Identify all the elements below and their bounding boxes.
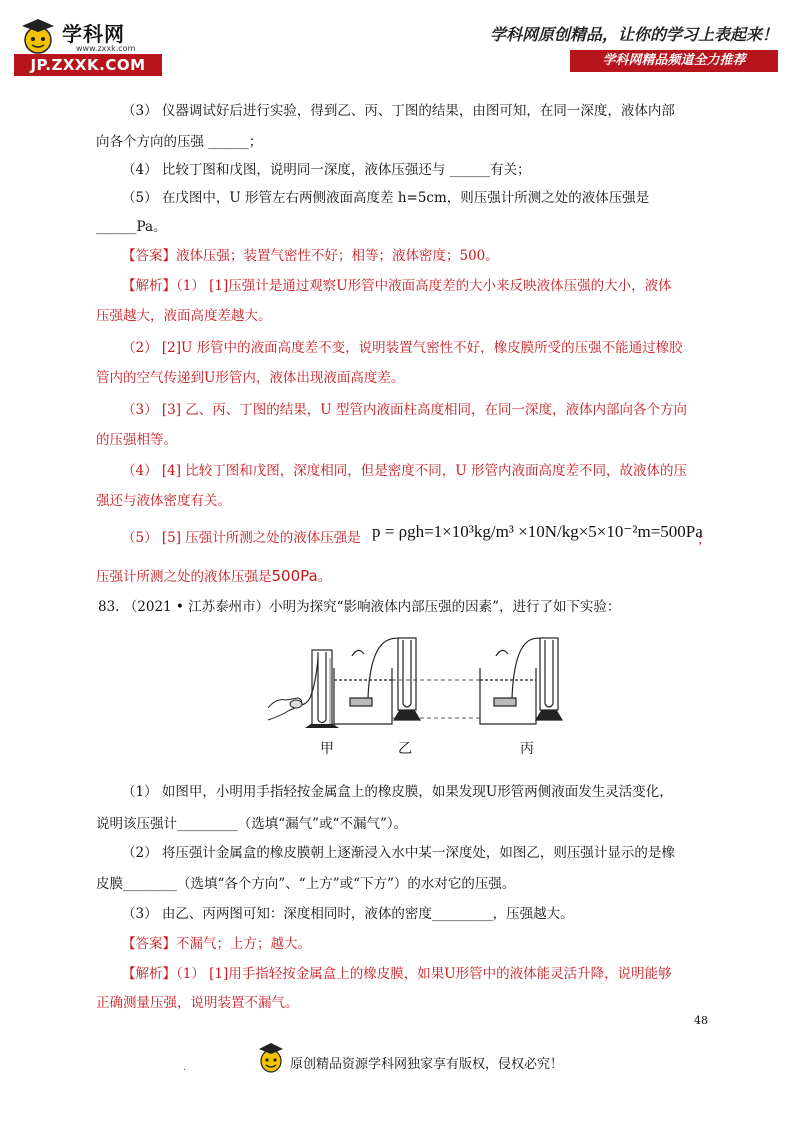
footer-dot: .	[183, 1062, 187, 1073]
formula-end: ；	[697, 532, 711, 548]
q82-analysis-line1: 【解析】（1） [1]压强计是通过观察U形管中液面高度差的大小来反映液体压强的大小，液体	[122, 278, 672, 294]
site-logo	[14, 16, 164, 74]
footer-mascot-icon	[256, 1040, 286, 1076]
q83-analysis-line2: 正确测量压强，说明装置不漏气。	[96, 995, 299, 1011]
q83-analysis-line1: 【解析】（1） [1]用手指轻按金属盒上的橡皮膜，如果U形管中的液体能灵活升降，说明能够	[122, 966, 672, 982]
header-slogan: 学科网原创精品，让你的学习上表起来！	[489, 25, 778, 44]
footer-copyright: 原创精品资源学科网独家享有版权，侵权必究！	[290, 1057, 564, 1072]
q82-analysis-line10	[96, 566, 331, 587]
q82-analysis-line7: （4） [4] 比较丁图和戊图，深度相同，但是密度不同，U 形管内液面高度差不同，故液体的压	[122, 463, 687, 479]
q82-answer: 【答案】液体压强；装置气密性不好；相等；液体密度；500。	[122, 248, 499, 264]
q82-analysis-line5: （3） [3] 乙、丙、丁图的结果，U 型管内液面柱高度相同，在同一深度，液体内部向各个方向	[122, 402, 687, 418]
logo-site-name: 学科网	[62, 22, 125, 46]
pressure-formula: p = ρgh=1×10³kg/m³ ×10N/kg×5×10⁻²m=500Pa	[372, 522, 703, 541]
logo-url-bar: JP.ZXXK.COM	[14, 54, 162, 76]
q83-answer: 【答案】不漏气；上方；越大。	[122, 936, 311, 952]
mascot-icon	[16, 16, 60, 56]
q82-analysis-line8: 强还与液体密度有关。	[96, 493, 231, 509]
figure-label-yi: 乙	[398, 741, 412, 757]
figure-label-jia: 甲	[320, 741, 334, 757]
q82-part3-line2: 向各个方向的压强 ______；	[96, 134, 263, 150]
q82-part3-line1: （3） 仪器调试好后进行实验，得到乙、丙、丁图的结果，由图可知，在同一深度，液体内部	[122, 103, 675, 119]
logo-small-url: www.zxxk.com	[76, 44, 136, 53]
header-channel-banner: 学科网精品频道全力推荐	[570, 50, 778, 72]
q82-part5-line2: ______Pa。	[96, 219, 167, 235]
page-number: 48	[694, 1014, 708, 1027]
q82-part4: （4） 比较丁图和戊图，说明同一深度，液体压强还与 ______有关；	[122, 162, 531, 178]
experiment-figure	[268, 628, 566, 728]
q83-part2-line2: 皮膜________（选填“各个方向”、“上方”或“下方”）的水对它的压强。	[96, 876, 516, 892]
q82-analysis-line9	[122, 528, 361, 548]
q82-analysis-line4: 管内的空气传递到U形管内，液体出现液面高度差。	[96, 370, 405, 386]
hand-jia-icon	[268, 698, 302, 720]
q82-analysis-line2: 压强越大，液面高度差越大。	[96, 308, 272, 324]
q82-analysis-line3: （2） [2]U 形管中的液面高度差不变，说明装置气密性不好，橡皮膜所受的压强不能通过橡胶	[122, 340, 683, 356]
q83-part2-line1: （2） 将压强计金属盒的橡皮膜朝上逐渐浸入水中某一深度处，如图乙，则压强计显示的是橡	[122, 845, 675, 861]
q82-part5-line1: （5） 在戊图中，U 形管左右两侧液面高度差 h=5cm，则压强计所测之处的液体压强是	[122, 190, 650, 206]
result-value: 500Pa	[271, 567, 318, 585]
q83-part1-line2: 说明该压强计_________（选填“漏气”或“不漏气”）。	[96, 816, 408, 832]
beaker-yi	[334, 638, 420, 724]
formula-lead: （5） [5] 压强计所测之处的液体压强是	[122, 530, 361, 546]
q83-part3: （3） 由乙、丙两图可知：深度相同时，液体的密度_________，压强越大。	[122, 906, 574, 922]
figure-label-bing: 丙	[520, 741, 534, 757]
beaker-bing	[480, 638, 562, 724]
result-lead: 压强计所测之处的液体压强是	[96, 569, 272, 585]
u-tube-jia	[296, 650, 338, 728]
result-end: 。	[317, 569, 332, 585]
q83-stem: 83. （2021 • 江苏泰州市）小明为探究“影响液体内部压强的因素”，进行了如下实验：	[98, 599, 621, 615]
q82-analysis-line6: 的压强相等。	[96, 432, 177, 448]
q83-part1-line1: （1） 如图甲，小明用手指轻按金属盒上的橡皮膜，如果发现U形管两侧液面发生灵活变化，	[122, 784, 673, 800]
